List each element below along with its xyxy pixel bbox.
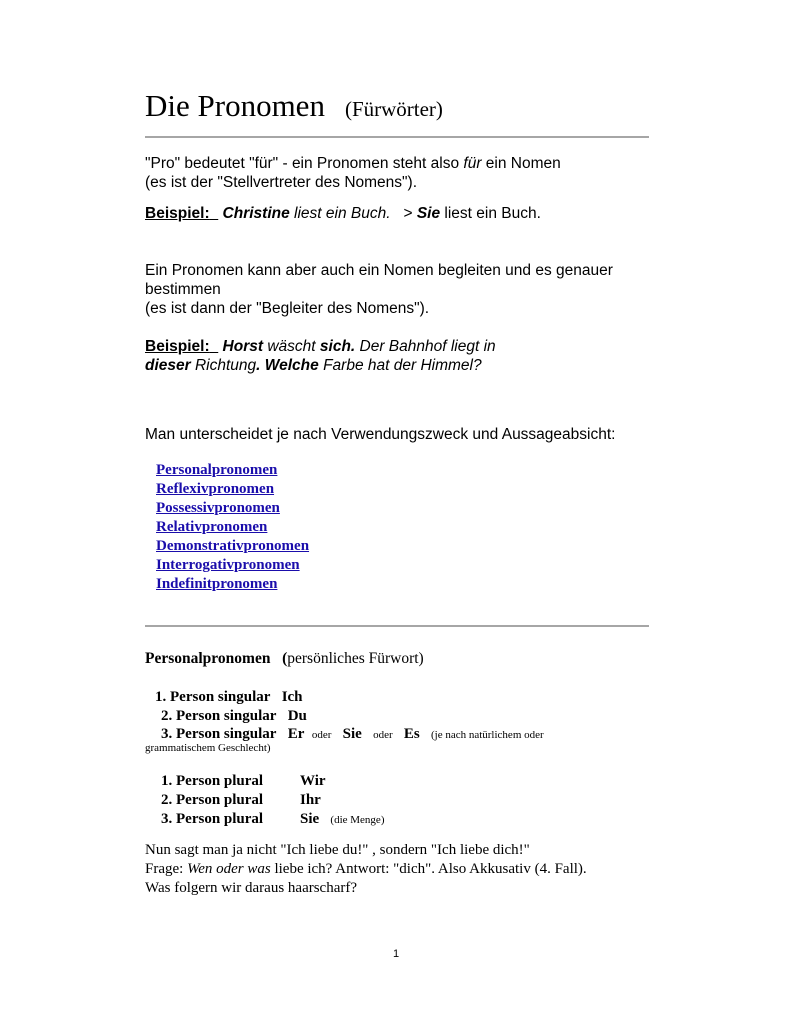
link-indefinitpronomen[interactable]: Indefinitpronomen <box>156 576 278 592</box>
divider-middle <box>145 625 649 627</box>
title-main: Die Pronomen <box>145 88 325 123</box>
plural-row-3: 3. Person plural Sie (die Menge) <box>161 811 385 827</box>
link-reflexivpronomen[interactable]: Reflexivpronomen <box>156 481 275 497</box>
intro-line-1: "Pro" bedeutet "für" - ein Pronomen steht also für ein Nomen <box>145 155 561 172</box>
link-personalpronomen[interactable]: Personalpronomen <box>156 462 278 478</box>
singular-row-3: 3. Person singular Er oder Sie oder Es (je nach natürlichem oder <box>161 726 544 742</box>
closing-line-3: Was folgern wir daraus haarscharf? <box>145 880 358 896</box>
pronoun-links <box>156 461 309 594</box>
link-relativpronomen[interactable]: Relativpronomen <box>156 519 268 535</box>
intro-line-2: (es ist der "Stellvertreter des Nomens"). <box>145 174 418 191</box>
accompany-line-2: bestimmen <box>145 281 221 298</box>
title-sub: (Fürwörter) <box>344 97 443 121</box>
link-possessivpronomen[interactable]: Possessivpronomen <box>156 500 280 516</box>
accompany-line-1: Ein Pronomen kann aber auch ein Nomen begleiten und es genauer <box>145 262 613 279</box>
plural-row-1: 1. Person plural Wir <box>161 773 326 789</box>
example-label: Beispiel: <box>145 205 210 222</box>
closing-line-1: Nun sagt man ja nicht "Ich liebe du!" , sondern "Ich liebe dich!" <box>145 842 530 858</box>
accompany-line-3: (es ist dann der "Begleiter des Nomens"). <box>145 300 430 317</box>
singular-note-cont: grammatischem Geschlecht) <box>145 742 271 754</box>
page-title <box>145 88 443 124</box>
accompany-example-1: Beispiel: Horst wäscht sich. Der Bahnhof liegt in <box>145 338 496 355</box>
intro-example: Beispiel: Christine liest ein Buch. > Sie liest ein Buch. <box>145 205 541 222</box>
page-number: 1 <box>393 948 400 960</box>
plural-row-2: 2. Person plural Ihr <box>161 792 321 808</box>
link-interrogativpronomen[interactable]: Interrogativpronomen <box>156 557 300 573</box>
singular-row-1: 1. Person singular Ich <box>155 689 303 705</box>
accompany-example-2: dieser Richtung. Welche Farbe hat der Himmel? <box>145 357 482 374</box>
divider-top <box>145 136 649 138</box>
link-demonstrativpronomen[interactable]: Demonstrativpronomen <box>156 538 310 554</box>
distinguish-text: Man unterscheidet je nach Verwendungszweck und Aussageabsicht: <box>145 426 616 443</box>
section-title: Personalpronomen (persönliches Fürwort) <box>145 650 424 667</box>
closing-line-2: Frage: Wen oder was liebe ich? Antwort: "dich". Also Akkusativ (4. Fall). <box>145 861 587 877</box>
singular-row-2: 2. Person singular Du <box>161 708 307 724</box>
